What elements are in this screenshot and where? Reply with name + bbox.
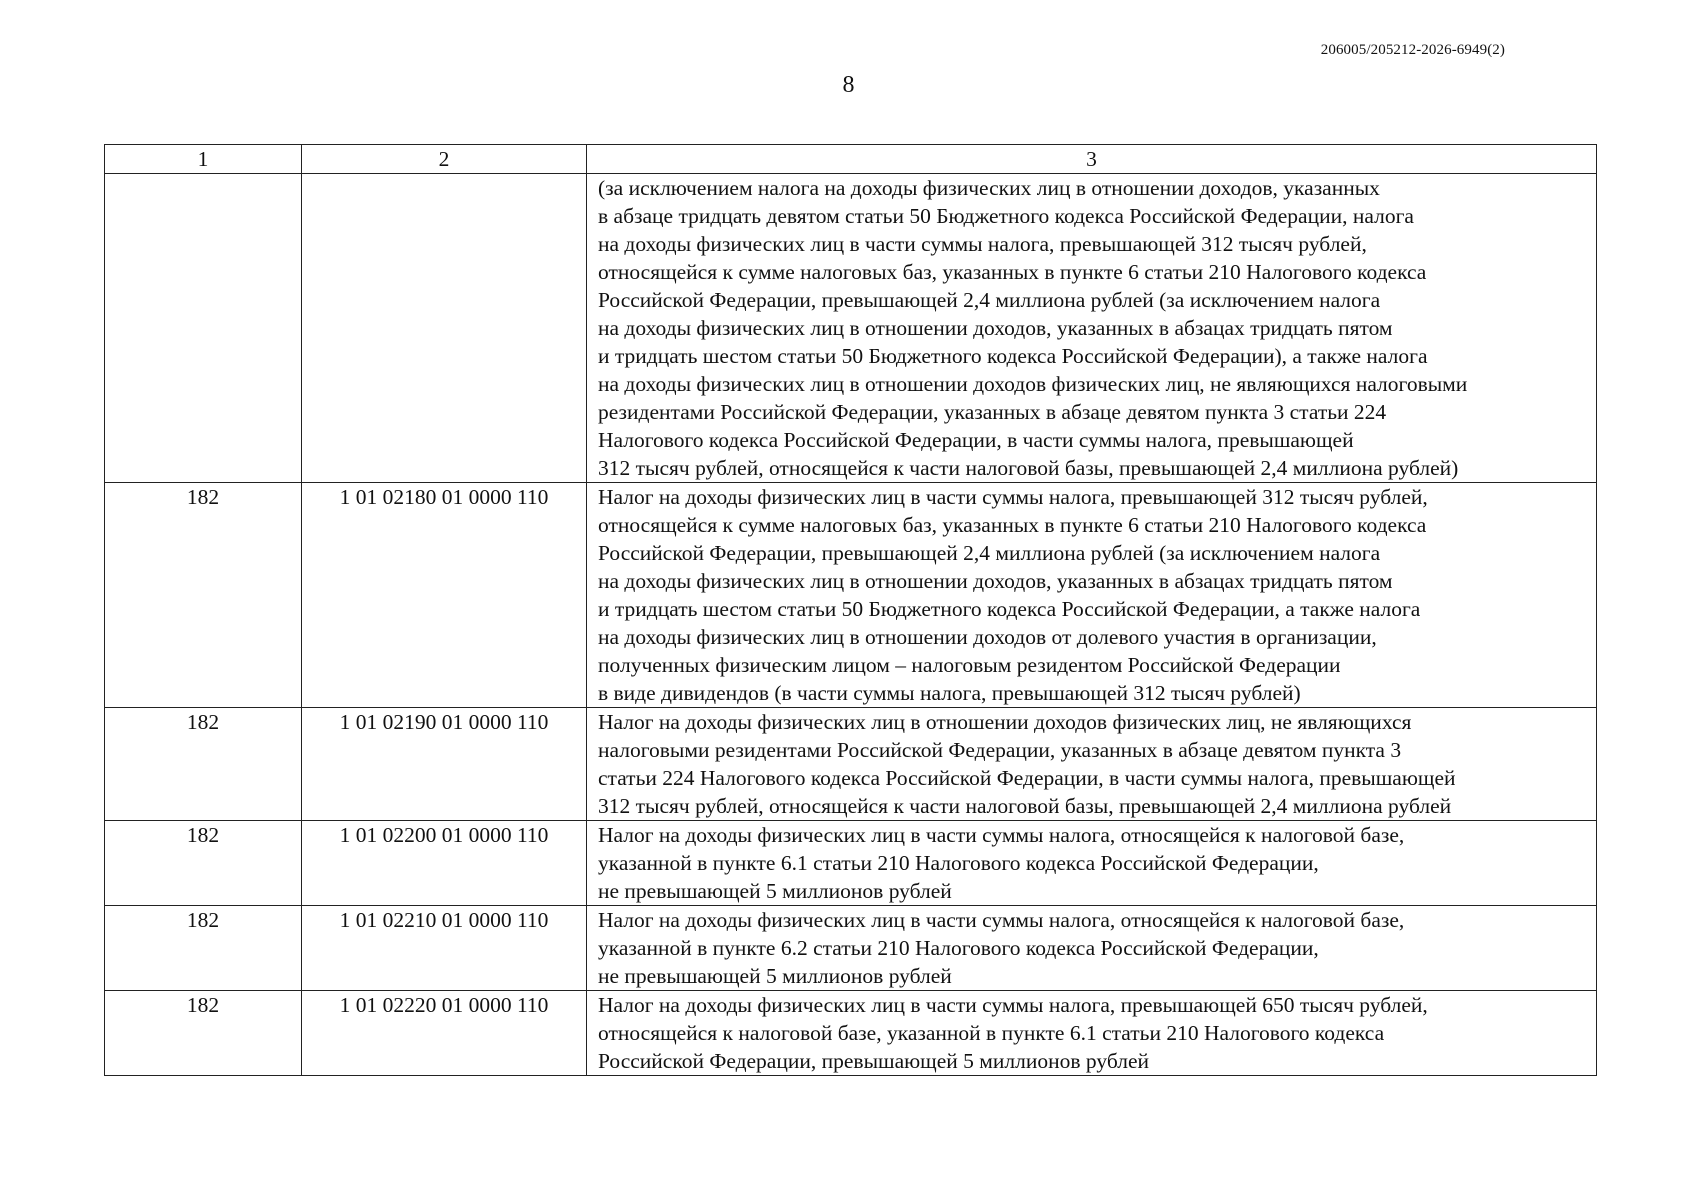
description-line: на доходы физических лиц в отношении доходов, указанных в абзацах тридцать пятом bbox=[598, 316, 1393, 340]
description-line: и тридцать шестом статьи 50 Бюджетного кодекса Российской Федерации, а также налога bbox=[598, 597, 1421, 621]
admin-code-cell: 182 bbox=[105, 821, 302, 906]
column-header-3: 3 bbox=[587, 145, 1597, 174]
description-cell bbox=[587, 708, 1597, 821]
admin-code-cell: 182 bbox=[105, 483, 302, 708]
budget-code-cell: 1 01 02210 01 0000 110 bbox=[302, 906, 587, 991]
description-line: на доходы физических лиц в части суммы налога, превышающей 312 тысяч рублей, bbox=[598, 232, 1367, 256]
table-row bbox=[105, 906, 1597, 991]
description-line: (за исключением налога на доходы физических лиц в отношении доходов, указанных bbox=[598, 176, 1380, 200]
table-body bbox=[105, 145, 1597, 1076]
description-line: не превышающей 5 миллионов рублей bbox=[598, 964, 952, 988]
description-cell bbox=[587, 991, 1597, 1076]
admin-code-cell: 182 bbox=[105, 906, 302, 991]
table-row bbox=[105, 174, 1597, 483]
admin-code-cell bbox=[105, 174, 302, 483]
budget-code-cell: 1 01 02220 01 0000 110 bbox=[302, 991, 587, 1076]
admin-code-cell: 182 bbox=[105, 991, 302, 1076]
column-header-1: 1 bbox=[105, 145, 302, 174]
description-line: в виде дивидендов (в части суммы налога, превышающей 312 тысяч рублей) bbox=[598, 681, 1301, 705]
column-header-2: 2 bbox=[302, 145, 587, 174]
admin-code-cell: 182 bbox=[105, 708, 302, 821]
description-cell bbox=[587, 174, 1597, 483]
description-line: Российской Федерации, превышающей 2,4 миллиона рублей (за исключением налога bbox=[598, 541, 1381, 565]
table-row bbox=[105, 821, 1597, 906]
budget-code-cell bbox=[302, 174, 587, 483]
table-row bbox=[105, 708, 1597, 821]
description-line: указанной в пункте 6.2 статьи 210 Налогового кодекса Российской Федерации, bbox=[598, 936, 1319, 960]
description-line: Налог на доходы физических лиц в части суммы налога, превышающей 650 тысяч рублей, bbox=[598, 993, 1428, 1017]
classification-table bbox=[104, 144, 1597, 1076]
description-line: не превышающей 5 миллионов рублей bbox=[598, 879, 952, 903]
budget-code-cell: 1 01 02190 01 0000 110 bbox=[302, 708, 587, 821]
description-line: относящейся к сумме налоговых баз, указанных в пункте 6 статьи 210 Налогового кодекса bbox=[598, 513, 1427, 537]
description-line: Налог на доходы физических лиц в отношении доходов физических лиц, не являющихся bbox=[598, 710, 1412, 734]
description-line: в абзаце тридцать девятом статьи 50 Бюджетного кодекса Российской Федерации, налога bbox=[598, 204, 1414, 228]
description-line: относящейся к налоговой базе, указанной в пункте 6.1 статьи 210 Налогового кодекса bbox=[598, 1021, 1385, 1045]
table-row bbox=[105, 483, 1597, 708]
table-row bbox=[105, 991, 1597, 1076]
budget-code-cell: 1 01 02180 01 0000 110 bbox=[302, 483, 587, 708]
description-line: Российской Федерации, превышающей 2,4 миллиона рублей (за исключением налога bbox=[598, 288, 1381, 312]
description-line: резидентами Российской Федерации, указанных в абзаце девятом пункта 3 статьи 224 bbox=[598, 400, 1387, 424]
description-cell bbox=[587, 483, 1597, 708]
description-line: налоговыми резидентами Российской Федерации, указанных в абзаце девятом пункта 3 bbox=[598, 738, 1402, 762]
description-line: полученных физическим лицом – налоговым резидентом Российской Федерации bbox=[598, 653, 1341, 677]
description-line: относящейся к сумме налоговых баз, указанных в пункте 6 статьи 210 Налогового кодекса bbox=[598, 260, 1427, 284]
description-line: Налог на доходы физических лиц в части суммы налога, относящейся к налоговой базе, bbox=[598, 823, 1405, 847]
table-header-row bbox=[105, 145, 1597, 174]
page-number: 8 bbox=[842, 72, 855, 98]
document-id: 206005/205212-2026-6949(2) bbox=[1320, 42, 1505, 58]
budget-code-cell: 1 01 02200 01 0000 110 bbox=[302, 821, 587, 906]
description-line: Налог на доходы физических лиц в части суммы налога, относящейся к налоговой базе, bbox=[598, 908, 1405, 932]
description-cell bbox=[587, 821, 1597, 906]
description-line: Налогового кодекса Российской Федерации, в части суммы налога, превышающей bbox=[598, 428, 1354, 452]
description-line: на доходы физических лиц в отношении доходов, указанных в абзацах тридцать пятом bbox=[598, 569, 1393, 593]
description-line: Налог на доходы физических лиц в части суммы налога, превышающей 312 тысяч рублей, bbox=[598, 485, 1428, 509]
description-line: на доходы физических лиц в отношении доходов от долевого участия в организации, bbox=[598, 625, 1377, 649]
description-line: статьи 224 Налогового кодекса Российской Федерации, в части суммы налога, превышающей bbox=[598, 766, 1456, 790]
description-line: 312 тысяч рублей, относящейся к части налоговой базы, превышающей 2,4 миллиона рублей) bbox=[598, 456, 1459, 480]
description-line: указанной в пункте 6.1 статьи 210 Налогового кодекса Российской Федерации, bbox=[598, 851, 1319, 875]
description-line: и тридцать шестом статьи 50 Бюджетного кодекса Российской Федерации), а также налога bbox=[598, 344, 1428, 368]
description-line: на доходы физических лиц в отношении доходов физических лиц, не являющихся налоговыми bbox=[598, 372, 1468, 396]
description-line: 312 тысяч рублей, относящейся к части налоговой базы, превышающей 2,4 миллиона рублей bbox=[598, 794, 1452, 818]
description-line: Российской Федерации, превышающей 5 миллионов рублей bbox=[598, 1049, 1150, 1073]
description-cell bbox=[587, 906, 1597, 991]
